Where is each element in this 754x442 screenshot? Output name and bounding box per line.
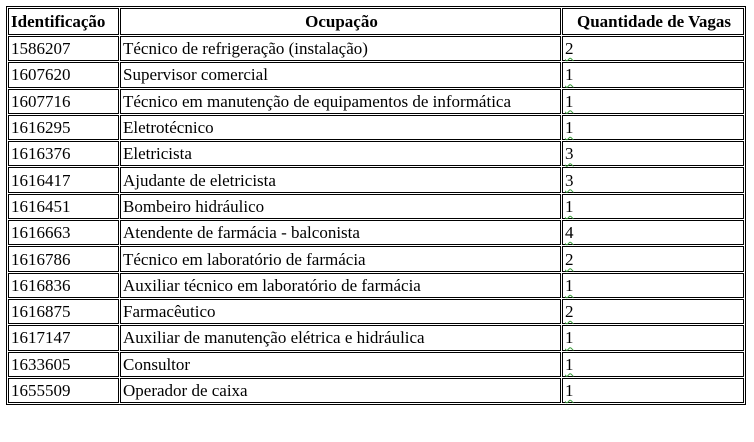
table-row bbox=[8, 167, 744, 192]
table-body bbox=[8, 36, 744, 403]
quantity-value: 2 bbox=[565, 249, 574, 269]
cell-identificacao: 1586207 bbox=[8, 36, 119, 61]
job-openings-table bbox=[6, 6, 746, 405]
cell-identificacao: 1616663 bbox=[8, 220, 119, 245]
cell-quantidade bbox=[562, 115, 744, 140]
quantity-value: 1 bbox=[565, 118, 574, 138]
cell-quantidade bbox=[562, 352, 744, 377]
table-row bbox=[8, 220, 744, 245]
cell-quantidade bbox=[562, 325, 744, 350]
cell-ocupacao: Técnico em laboratório de farmácia bbox=[120, 246, 561, 271]
cell-quantidade bbox=[562, 167, 744, 192]
table-row bbox=[8, 246, 744, 271]
cell-identificacao: 1607716 bbox=[8, 89, 119, 114]
cell-ocupacao: Atendente de farmácia - balconista bbox=[120, 220, 561, 245]
cell-ocupacao: Eletricista bbox=[120, 141, 561, 166]
cell-identificacao: 1633605 bbox=[8, 352, 119, 377]
cell-ocupacao: Auxiliar técnico em laboratório de farmácia bbox=[120, 273, 561, 298]
cell-ocupacao: Operador de caixa bbox=[120, 378, 561, 403]
table-header bbox=[8, 8, 744, 35]
quantity-value: 2 bbox=[565, 302, 574, 322]
table-row bbox=[8, 299, 744, 324]
cell-ocupacao: Ajudante de eletricista bbox=[120, 167, 561, 192]
table-row bbox=[8, 378, 744, 403]
cell-identificacao: 1616295 bbox=[8, 115, 119, 140]
quantity-value: 1 bbox=[565, 354, 574, 374]
table-row bbox=[8, 115, 744, 140]
table-row bbox=[8, 141, 744, 166]
cell-quantidade bbox=[562, 141, 744, 166]
quantity-value: 1 bbox=[565, 381, 574, 400]
header-identificacao: Identificação bbox=[8, 8, 119, 35]
cell-ocupacao: Técnico em manutenção de equipamentos de informática bbox=[120, 89, 561, 114]
quantity-value: 4 bbox=[565, 223, 574, 243]
cell-identificacao: 1655509 bbox=[8, 378, 119, 403]
cell-identificacao: 1616451 bbox=[8, 194, 119, 219]
quantity-value: 3 bbox=[565, 170, 574, 190]
cell-ocupacao: Eletrotécnico bbox=[120, 115, 561, 140]
cell-ocupacao: Bombeiro hidráulico bbox=[120, 194, 561, 219]
cell-ocupacao: Técnico de refrigeração (instalação) bbox=[120, 36, 561, 61]
table-row bbox=[8, 36, 744, 61]
cell-quantidade bbox=[562, 62, 744, 87]
cell-ocupacao: Farmacêutico bbox=[120, 299, 561, 324]
job-openings-table-container bbox=[6, 6, 746, 405]
header-quantidade-de-vagas: Quantidade de Vagas bbox=[562, 8, 744, 35]
quantity-value: 1 bbox=[565, 196, 574, 216]
header-ocupacao: Ocupação bbox=[120, 8, 561, 35]
header-row bbox=[8, 8, 744, 35]
quantity-value: 1 bbox=[565, 65, 574, 85]
table-row bbox=[8, 89, 744, 114]
quantity-value: 1 bbox=[565, 91, 574, 111]
cell-identificacao: 1616376 bbox=[8, 141, 119, 166]
cell-identificacao: 1617147 bbox=[8, 325, 119, 350]
cell-quantidade bbox=[562, 36, 744, 61]
table-row bbox=[8, 62, 744, 87]
cell-quantidade bbox=[562, 89, 744, 114]
cell-ocupacao: Supervisor comercial bbox=[120, 62, 561, 87]
cell-identificacao: 1616786 bbox=[8, 246, 119, 271]
quantity-value: 1 bbox=[565, 275, 574, 295]
cell-identificacao: 1607620 bbox=[8, 62, 119, 87]
table-row bbox=[8, 352, 744, 377]
cell-identificacao: 1616836 bbox=[8, 273, 119, 298]
cell-ocupacao: Consultor bbox=[120, 352, 561, 377]
cell-quantidade bbox=[562, 378, 744, 403]
table-row bbox=[8, 273, 744, 298]
table-row bbox=[8, 194, 744, 219]
cell-quantidade bbox=[562, 220, 744, 245]
cell-ocupacao: Auxiliar de manutenção elétrica e hidráulica bbox=[120, 325, 561, 350]
cell-quantidade bbox=[562, 194, 744, 219]
cell-quantidade bbox=[562, 246, 744, 271]
cell-quantidade bbox=[562, 273, 744, 298]
cell-quantidade bbox=[562, 299, 744, 324]
cell-identificacao: 1616875 bbox=[8, 299, 119, 324]
cell-identificacao: 1616417 bbox=[8, 167, 119, 192]
quantity-value: 2 bbox=[565, 39, 574, 59]
quantity-value: 1 bbox=[565, 328, 574, 348]
table-row bbox=[8, 325, 744, 350]
quantity-value: 3 bbox=[565, 144, 574, 164]
